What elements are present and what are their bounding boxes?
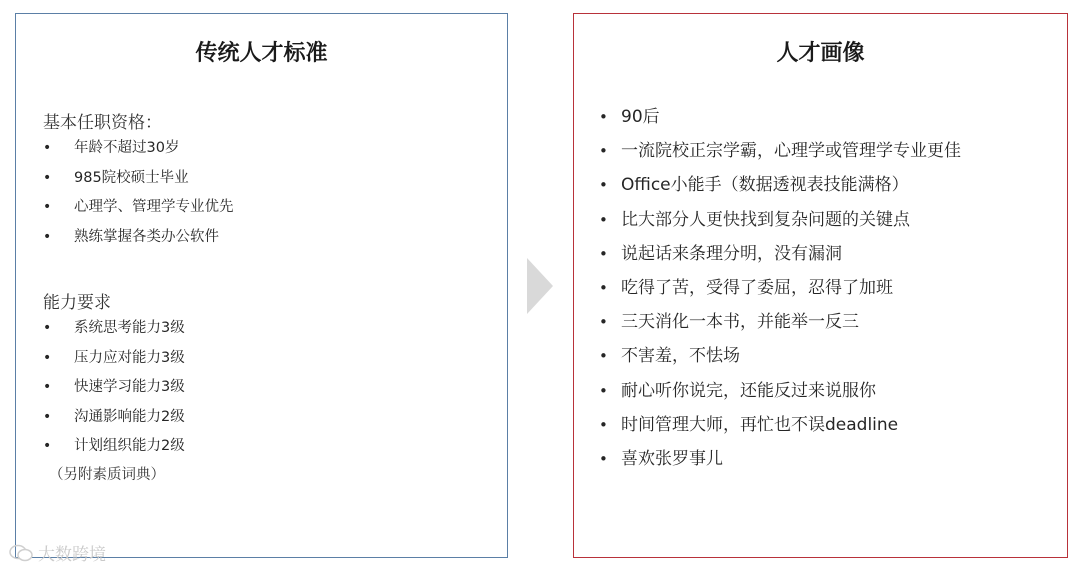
list-item: [599, 374, 961, 408]
list-item: [599, 408, 961, 442]
traditional-standards-panel: [15, 13, 508, 558]
list-item: [43, 134, 234, 164]
list-item-text: 比大部分人更快找到复杂问题的关键点: [621, 209, 910, 230]
bullet: •: [43, 408, 52, 425]
bullet: •: [43, 199, 52, 215]
list-item: [599, 237, 961, 271]
list-item-text: 一流院校正宗学霸，心理学或管理学专业更佳: [621, 141, 961, 162]
list-item-text: 时间管理大师，再忙也不误deadline: [621, 414, 899, 435]
list-item-text: 90后: [621, 107, 660, 127]
list-item-text: 耐心听你说完，还能反过来说服你: [621, 380, 876, 401]
watermark: [8, 540, 106, 565]
list-item-text: 985院校硕士毕业: [74, 169, 189, 186]
list-item: [599, 100, 961, 134]
list-item: [43, 193, 234, 223]
list-item: [599, 339, 961, 373]
list-item: [43, 223, 234, 253]
list-item: [43, 432, 185, 462]
list-item: [43, 373, 185, 403]
basic-qualifications-heading: 基本任职资格：: [43, 113, 162, 133]
list-item: [599, 168, 961, 202]
list-item: [43, 344, 185, 374]
bullet: •: [599, 244, 608, 263]
bullet: •: [599, 347, 608, 366]
bullet: •: [599, 176, 608, 195]
ability-requirements-heading: 能力要求: [43, 293, 111, 313]
bullet: •: [43, 228, 52, 245]
bullet: •: [43, 349, 52, 366]
list-item-text: 沟通影响能力2级: [74, 408, 185, 425]
list-item-text: 系统思考能力3级: [74, 320, 185, 336]
list-item-text: 三天消化一本书，并能举一反三: [621, 312, 859, 333]
bullet: •: [43, 438, 52, 454]
bullet: •: [599, 381, 608, 400]
list-item: [599, 134, 961, 168]
list-item-text: 说起话来条理分明，没有漏洞: [621, 243, 842, 264]
list-item-text: 计划组织能力2级: [74, 438, 185, 454]
bullet: •: [599, 415, 608, 434]
list-item: [43, 403, 185, 433]
basic-qualifications-list: [43, 134, 234, 252]
list-item: [599, 305, 961, 339]
list-item-text: 熟练掌握各类办公软件: [74, 228, 219, 245]
list-item-text: 喜欢张罗事儿: [621, 448, 723, 469]
bullet: •: [43, 379, 52, 395]
bullet: •: [43, 320, 52, 336]
watermark-text: 大数跨境: [38, 545, 106, 565]
list-item-text: 年龄不超过30岁: [74, 140, 180, 156]
bullet: •: [43, 140, 52, 156]
list-item-text: 心理学、管理学专业优先: [74, 199, 234, 215]
bullet: •: [599, 142, 608, 161]
competency-dictionary-note: （另附素质词典）: [49, 467, 165, 483]
bullet: •: [43, 169, 52, 186]
talent-profile-list: [599, 100, 961, 476]
list-item-text: 快速学习能力3级: [74, 379, 185, 395]
list-item-text: Office小能手（数据透视表技能满格）: [621, 175, 909, 196]
ability-requirements-list: [43, 314, 185, 462]
chevron-right-arrow-icon: [527, 258, 553, 314]
left-panel-title: 传统人才标准: [195, 41, 328, 66]
list-item: [43, 314, 185, 344]
list-item-text: 压力应对能力3级: [74, 349, 185, 366]
bullet: •: [599, 210, 608, 229]
list-item-text: 吃得了苦，受得了委屈，忍得了加班: [621, 277, 893, 298]
list-item: [599, 271, 961, 305]
bullet: •: [599, 278, 608, 297]
talent-profile-panel: [573, 13, 1068, 558]
list-item: [599, 203, 961, 237]
bullet: •: [599, 313, 608, 332]
bullet: •: [599, 108, 608, 126]
list-item: [599, 442, 961, 476]
list-item: [43, 164, 234, 194]
list-item-text: 不害羞，不怯场: [621, 346, 740, 367]
bullet: •: [599, 449, 608, 468]
wechat-logo-icon: [8, 543, 34, 563]
right-panel-title: 人才画像: [776, 41, 865, 66]
